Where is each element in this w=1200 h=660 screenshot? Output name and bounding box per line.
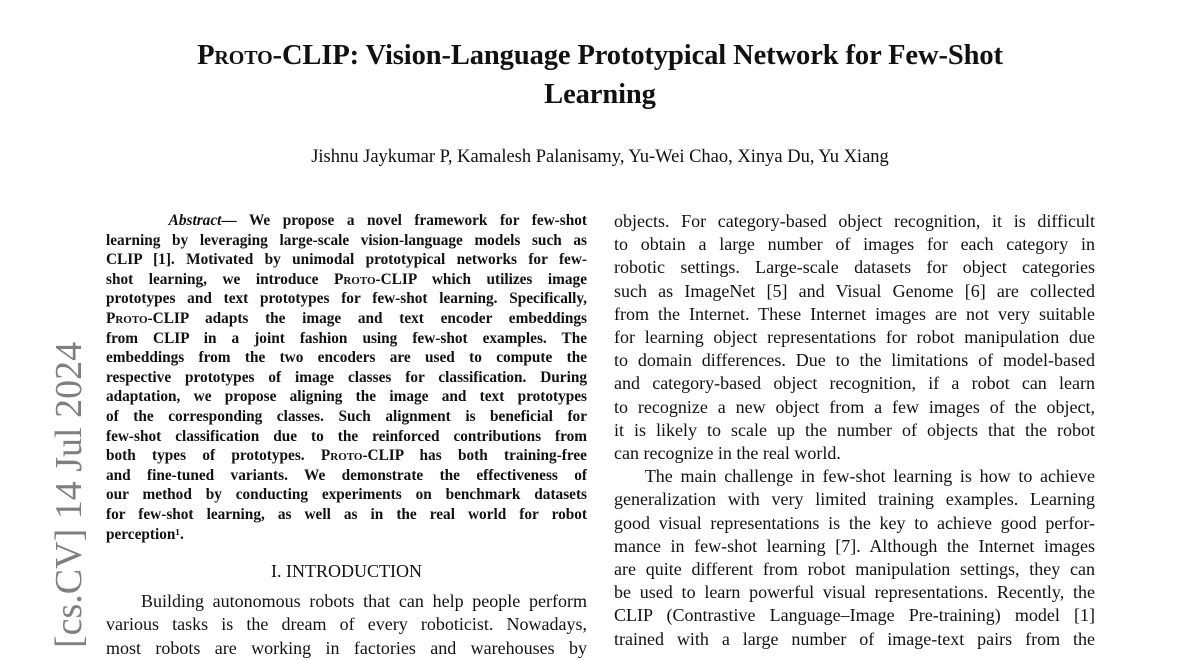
right-p2-line-1: generalization with very limited training examples. Learning <box>614 489 1095 510</box>
abstract-line-13: both types of prototypes. <box>106 447 321 465</box>
proto-smallcaps: Proto <box>106 309 148 327</box>
right-p2-line-5: be used to learn powerful visual representations. Recently, the <box>614 582 1095 603</box>
right-p1-line-6: to domain differences. Due to the limitations of model-based <box>614 350 1095 371</box>
title-line1: -CLIP: Vision-Language Prototypical Network for Few-Shot <box>272 40 1003 71</box>
paper-title <box>140 36 1060 114</box>
abstract-line-2: CLIP [1]. Motivated by unimodal prototypical networks for few- <box>106 251 587 269</box>
right-p1-line-5: for learning object representations for robot manipulation due <box>614 327 1095 348</box>
proto-rest: -CLIP <box>375 270 417 288</box>
proto-rest: -CLIP <box>147 309 189 327</box>
right-p1-line-0: objects. For category-based object recognition, it is difficult <box>614 211 1095 231</box>
right-p2-line-0 <box>614 465 1095 488</box>
right-column <box>614 210 1095 651</box>
proto-smallcaps: Proto <box>333 270 376 288</box>
title-line2: Learning <box>544 79 656 110</box>
abstract-line <box>106 446 587 466</box>
right-p2-text-0: The main challenge in few-shot learning is how to achieve <box>644 466 1095 487</box>
abstract-line-17: for few-shot learning, as well as in the real world for robot <box>106 505 587 523</box>
abstract-line-8: embeddings from the two encoders are used to compute the <box>106 349 587 367</box>
abstract-line-16: our method by conducting experiments on benchmark datasets <box>106 486 587 504</box>
right-p1-line-2: robotic settings. Large-scale datasets for object categories <box>614 257 1095 278</box>
abstract-line-18: perception¹. <box>106 525 184 543</box>
abstract-line-5: prototypes and text prototypes for few-shot learning. Specifically, <box>106 290 587 308</box>
intro-right-paragraph-2 <box>614 465 1095 651</box>
abstract-line-3: shot learning, we introduce <box>106 270 334 288</box>
abstract <box>106 211 587 544</box>
abstract-line-14: has both training-free <box>403 447 587 465</box>
proto-rest: -CLIP <box>362 447 404 465</box>
title-proto-smallcaps: Proto <box>197 40 273 71</box>
abstract-line-12: few-shot classification due to the reinforced contributions from <box>106 427 587 445</box>
right-p2-line-6: CLIP (Contrastive Language–Image Pre-training) model [1] <box>614 605 1095 626</box>
intro-left-paragraph <box>106 590 587 660</box>
abstract-line-0: We propose a novel framework for few-shot <box>248 212 587 229</box>
abstract-line <box>106 270 587 290</box>
left-column <box>106 211 587 660</box>
right-p1-line-1: to obtain a large number of images for each category in <box>614 234 1095 255</box>
section-heading-introduction: I. INTRODUCTION <box>271 561 422 582</box>
right-p2-line-4: are quite different from robot manipulation settings, they can <box>614 559 1095 580</box>
right-p1-line-8: to recognize a new object from a few images of the object, <box>614 396 1095 417</box>
abstract-line-4: which utilizes image <box>416 270 587 288</box>
author-list: Jishnu Jaykumar P, Kamalesh Palanisamy, Yu-Wei Chao, Xinya Du, Yu Xiang <box>311 147 889 167</box>
abstract-line-9: respective prototypes of image classes for classification. During <box>106 368 587 386</box>
intro-left-line-1: various tasks is the dream of every roboticist. Nowadays, <box>106 614 587 635</box>
intro-left-text-0: Building autonomous robots that can help people perform <box>140 591 587 612</box>
right-p1-line-9: it is likely to scale up the number of objects that the robot <box>614 419 1095 440</box>
right-p2-line-7: trained with a large number of image-text pairs from the <box>614 628 1095 649</box>
abstract-line-15: and fine-tuned variants. We demonstrate the effectiveness of <box>106 466 587 484</box>
abstract-line-1: learning by leveraging large-scale vision-language models such as <box>106 231 587 249</box>
right-p1-line-10: can recognize in the real world. <box>614 443 841 464</box>
abstract-line-7: from CLIP in a joint fashion using few-shot examples. The <box>106 329 587 347</box>
abstract-line-6: adapts the image and text encoder embeddings <box>188 309 587 327</box>
right-p2-line-3: mance in few-shot learning [7]. Although the Internet images <box>614 535 1095 556</box>
abstract-line-11: of the corresponding classes. Such alignment is beneficial for <box>106 407 587 425</box>
proto-smallcaps: Proto <box>320 447 363 465</box>
intro-left-line-0 <box>106 590 587 613</box>
right-p1-line-3: such as ImageNet [5] and Visual Genome [6] are collected <box>614 280 1095 301</box>
abstract-label: Abstract <box>168 212 222 229</box>
intro-left-line-2: most robots are working in factories and warehouses by <box>106 637 587 658</box>
abstract-line-10: adaptation, we propose aligning the image and text prototypes <box>106 388 587 406</box>
abstract-dash: — <box>221 212 249 229</box>
intro-right-paragraph-1 <box>614 210 1095 465</box>
arxiv-stamp: [cs.CV] 14 Jul 2024 <box>48 341 90 648</box>
abstract-line <box>106 309 587 329</box>
right-p1-line-7: and category-based object recognition, if a robot can learn <box>614 373 1095 394</box>
abstract-line <box>106 211 587 231</box>
right-p1-line-4: from the Internet. These Internet images are not very suitable <box>614 303 1095 324</box>
right-p2-line-2: good visual representations is the key to achieve good perfor- <box>614 512 1095 533</box>
